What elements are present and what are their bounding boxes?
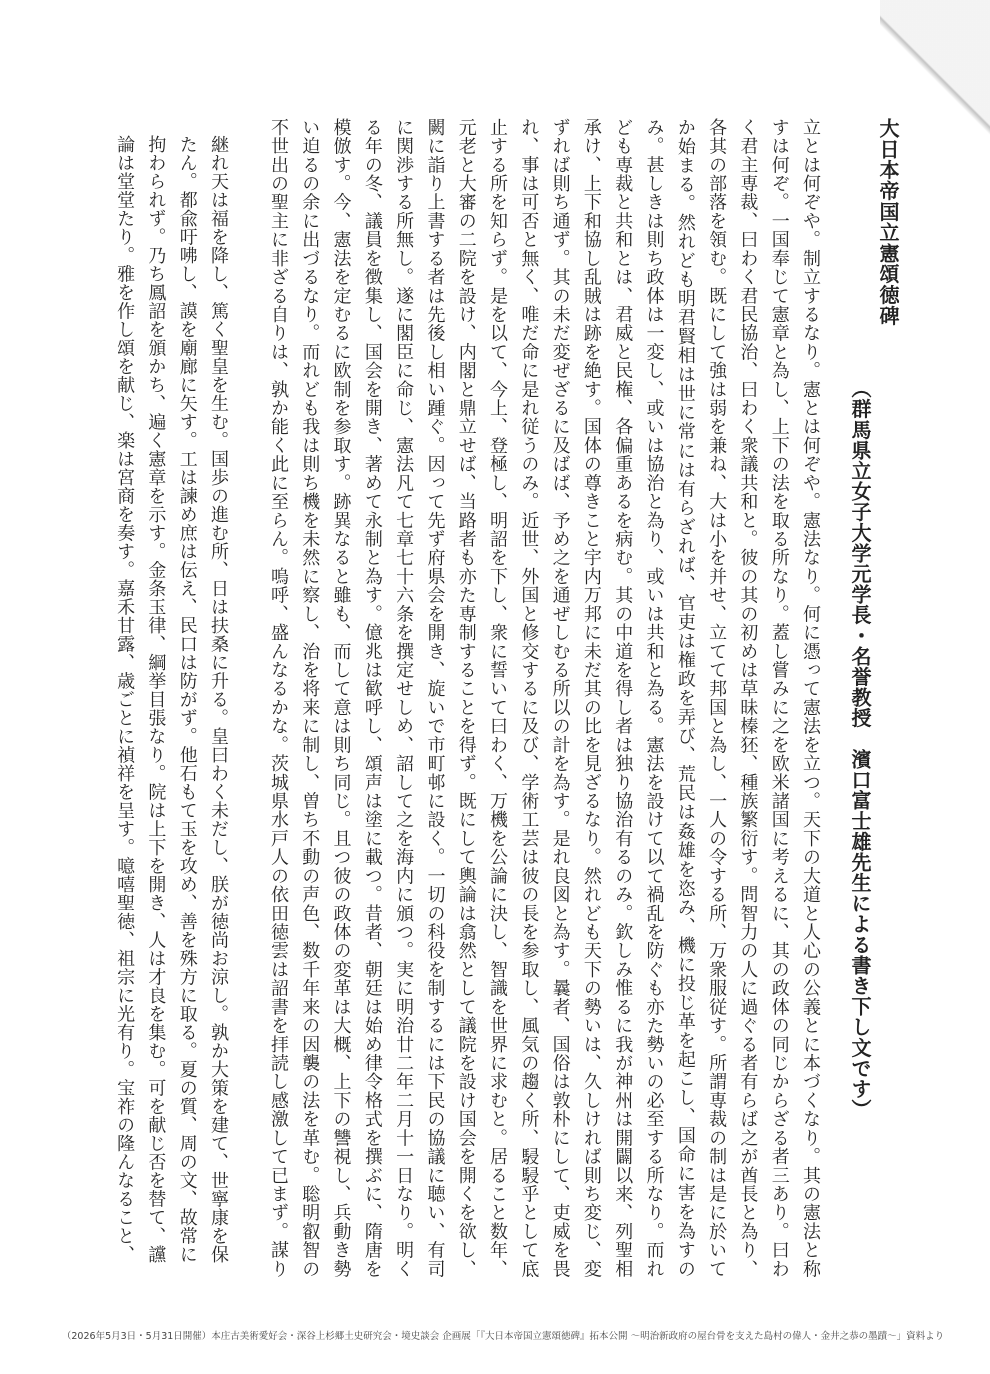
footer-note: （2026年5月3日・5月31日開催）本庄古美術愛好会・深谷上杉郷土史研究会・境史談会 企画展「『大日本帝国立憲頌徳碑』拓本公開 ～明治新政府の屋台骨を支えた島村の偉人・金井之恭の墨蹟～」資料より <box>61 1331 945 1342</box>
document-subtitle: （群馬県立女子大学元学長・名誉教授 濱口富士雄先生による書き下し文です） <box>848 378 872 1120</box>
verse-text: 継れ天は福を降し、篤く聖皇を生む。国歩の進む所、日は扶桑に升る。皇曰わく未だし、朕が徳尚お涼し。孰か大策を建て、世寧康を保たん。都兪吁咈し、謨を廟廊に矢す。工は諫め庶は伝え、民口は防がず。他石もて玉を攻め、善を殊方に取る。夏の質、周の文、故常に拘わられず。乃ち鳳詔を頒かち、遍く憲章を示す。金条玉律、綱挙目張なり。院は上下を開き、人は才良を集む。可を献じ否を替て、讜論は堂堂たり。雅を作し頌を献じ、楽は宮商を奏す。嘉禾甘露、歳ごとに禎祥を呈す。噫嘻聖徳、祖宗に光有り。宝祚の隆んなること、 <box>114 135 229 1264</box>
body-text: 立とは何ぞや。制立するなり。憲とは何ぞや。憲法なり。何に憑って憲法を立つ。天下の大道と人心の公義とに本づくなり。其の憲法と称すは何ぞ。一国奉じて憲章と為し、上下の法を取る所なり。蓋し嘗みに之を欧米諸国に考えるに、其の政体の同じからざる者三あり。曰わく君主専裁、曰わく君民協治、曰わく衆議共和と。彼の其の初めは草昧榛狉、種族繁衍す。問智力の人に過ぐる者有らば之が酋長と為り、各其の部落を領む。既にして強は弱を兼ね、大は小を并せ、立てて邦国と為し、一人の令する所、万衆服従す。所謂専裁の制は是に於いてか始まる。然れども明君賢相は世に常には有らざれば、官吏は権政を弄び、荒民は姦雄を恣み、機に投じ革を起こし、国命に害を為すのみ。甚しきは則ち政体は一変し、或いは協治と為り、或いは共和と為る。憲法を設けて以て禍乱を防ぐも亦た勢いの必至する所なり。而れども専裁と共和とは、君威と民権、各偏重あるを病む。其の中道を得し者は独り協治有るのみ。欽しみ惟るに我が神州は開闢以来、列聖相承け、上下和協し乱賊は跡を絶す。国体の尊きこと宇内万邦に未だ其の比を見ざるなり。然れども天下の勢いは、久しければ則ち変じ、変ずれば則ち通ず。其の未だ変ぜざるに及ばば、予め之を通ぜしむる所以の計を為す。是れ良図と為す。曩者、国俗は敦朴にして、吏威を畏れ、事は可否と無く、唯だ命に是れ従うのみ。近世、外国と修交するに及び、学術工芸は彼の長を参取し、風気の趨く所、駸駸乎として底止する所を知らず。是を以て、今上、登極し、明詔を下し、衆に誓いて曰わく、万機を公論に決し、智識を世界に求むと。居ること数年、元老と大審の二院を設け、内閣と鼎立せば、当路者も亦た専制することを得ず。既にして輿論は翕然として議院を設け国会を開くを欲し、闕に詣り上書する者は先後し相い踵ぐ。因って先ず府県会を開き、旋いで市町邨に設く。一切の科役を制するには下民の協議に聴い、有司に関渉する所無し。遂に閣臣に命じ、憲法凡て七章七十六条を撰定せしめ、詔して之を海内に頒つ。実に明治廿二年二月十一日なり。明くる年の冬、議員を徴集し、国会を開き、著めて永制と為す。億兆は歓呼し、頌声は塗に載つ。昔者、朝廷は始め律令格式を撰ぶに、隋唐を模倣す。今、憲法を定むるに欧制を参取す。跡異なると雖も、而して意は則ち同じ。且つ彼の政体の変革は大概、上下の讐視し、兵動き勢い迫るの余に出づるなり。而れども我は則ち機を未然に察し、治を将来に制し、曽ち不動の声色、数千年来の因襲の法を革む。聡明叡智の不世出の聖主に非ざる自りは、孰か能く此に至らん。嗚呼、盛んなるかな。茨城県水戸人の依田徳雲は詔書を拝読し感激して已まず。謀り <box>267 118 821 1278</box>
document-title: 大日本帝国立憲頌徳碑 <box>876 118 900 326</box>
